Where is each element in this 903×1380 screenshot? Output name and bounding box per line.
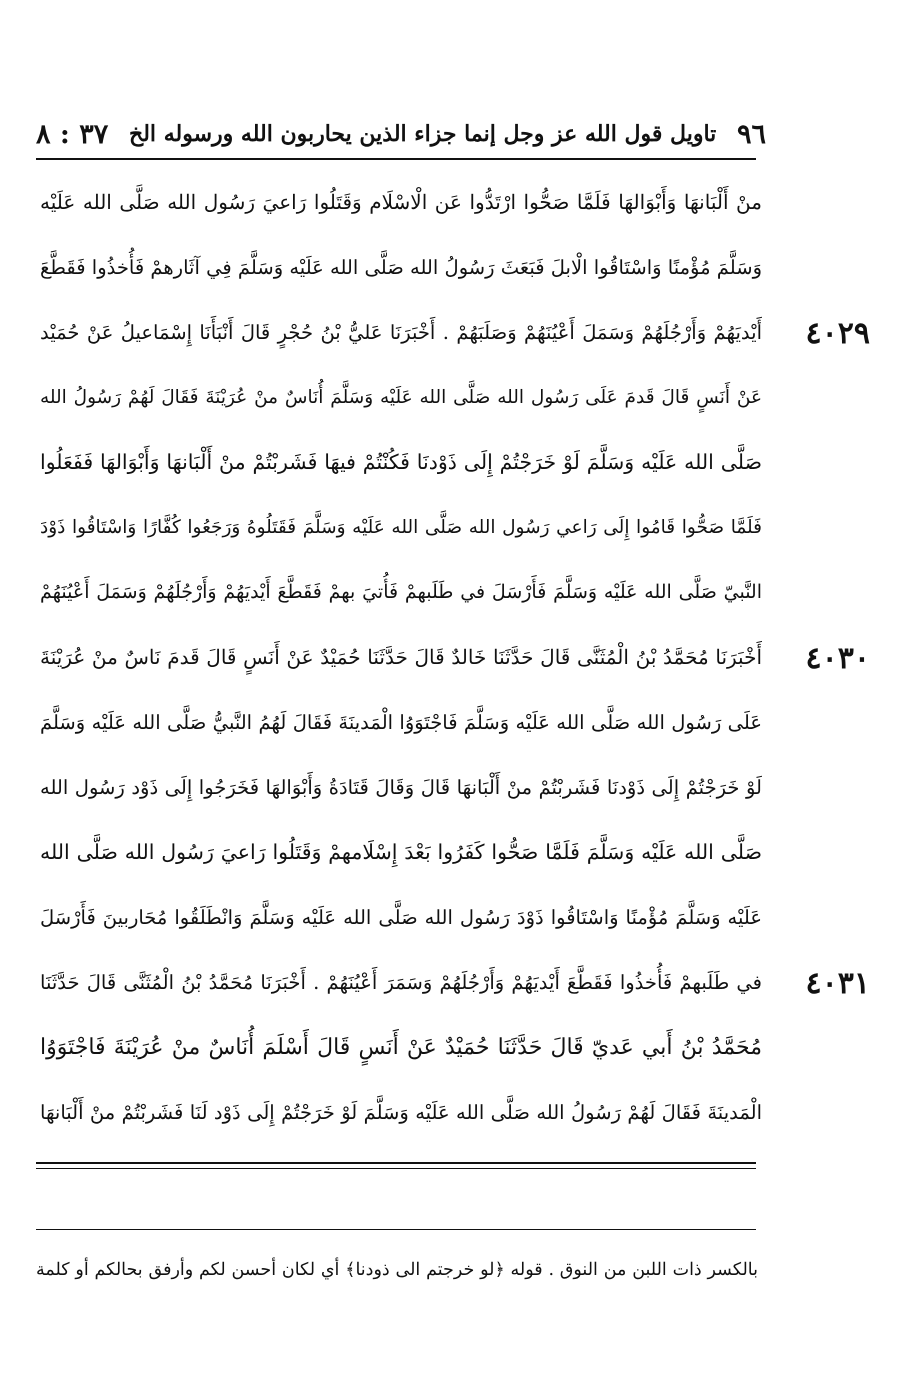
text-line: عَلَى رَسُول الله صَلَّى الله عَلَيْه وَسَلَّمَ فَاجْتَوَوُا الْمَدينَةَ فَقَالَ لَهُمُ النَّبيُّ صَلَّى الله عَلَيْه وَسَلَّمَ xyxy=(40,711,762,734)
text-line: وَسَلَّمَ مُؤْمنًا وَاسْتَاقُوا الْابلَ فَبَعَثَ رَسُولُ الله صَلَّى الله عَلَيْه وَسَلَّمَ فِي آثَارهمْ فَأُخذُوا فَقَطَّعَ xyxy=(40,256,762,279)
hadith-number: ٤٠٣١ xyxy=(805,966,870,1001)
text-line: الْمَدينَةَ فَقَالَ لَهُمْ رَسُولُ الله صَلَّى الله عَلَيْه وَسَلَّمَ لَوْ خَرَجْتُمْ إِلَى ذَوْد لَنَا فَشَربْتُمْ منْ أَلْبَانهَا xyxy=(40,1101,762,1124)
main-text xyxy=(40,170,762,1145)
hadith-number: ٤٠٣٠ xyxy=(805,641,870,676)
running-title: تاويل قول الله عز وجل إنما جزاء الذين يحاربون الله ورسوله الخ xyxy=(129,121,717,147)
text-line: لَوْ خَرَجْتُمْ إِلَى ذَوْدنَا فَشَربْتُمْ منْ أَلْبَانهَا قَالَ وَقَالَ قَتَادَةُ وَأَبْوَالهَا فَخَرَجُوا إِلَى ذَوْد رَسُول الله xyxy=(40,776,762,799)
running-header xyxy=(36,112,766,156)
text-line: عَلَيْه وَسَلَّمَ مُؤْمنًا وَاسْتَاقُوا ذَوْدَ رَسُول الله صَلَّى الله عَلَيْه وَسَلَّمَ وَانْطَلَقُوا مُحَاربينَ فَأَرْسَلَ xyxy=(40,906,762,929)
text-line: فَلَمَّا صَحُّوا قَامُوا إِلَى رَاعي رَسُول الله صَلَّى الله عَلَيْه وَسَلَّمَ فَقَتَلُوهُ وَرَجَعُوا كُفَّارًا وَاسْتَاقُوا ذَوْدَ xyxy=(40,517,762,538)
text-line: مُحَمَّدُ بْنُ أَبي عَديّ قَالَ حَدَّثَنَا حُمَيْدٌ عَنْ أَنَسٍ قَالَ أَسْلَمَ أُنَاسٌ منْ عُرَيْنَةَ فَاجْتَوَوُا xyxy=(40,1035,762,1060)
text-line: منْ أَلْبَانهَا وَأَبْوَالهَا فَلَمَّا صَحُّوا ارْتَدُّوا عَن الْاسْلَام وَقَتَلُوا رَاعيَ رَسُول الله صَلَّى الله عَلَيْه xyxy=(40,190,762,214)
footnote: بالكسر ذات اللبن من النوق . قوله ﴿لو خرجتم الى ذودنا﴾ أي لكان أحسن لكم وأرفق بحالكم أو كلمة xyxy=(36,1260,758,1280)
text-line: صَلَّى الله عَلَيْه وَسَلَّمَ لَوْ خَرَجْتُمْ إِلَى ذَوْدنَا فَكُنْتُمْ فيهَا فَشَربْتُمْ منْ أَلْبَانهَا وَأَبْوَالهَا فَفَعَلُوا xyxy=(40,450,762,474)
text-line: عَنْ أَنَسٍ قَالَ قَدمَ عَلَى رَسُول الله صَلَّى الله عَلَيْه وَسَلَّمَ أُنَاسٌ منْ عُرَيْنَةَ فَقَالَ لَهُمْ رَسُولُ الله xyxy=(40,387,762,408)
page-number: ٩٦ xyxy=(736,118,766,150)
text-line: أَخْبَرَنَا مُحَمَّدُ بْنُ الْمُثَنَّى قَالَ حَدَّثَنَا خَالدٌ قَالَ حَدَّثَنَا حُمَيْدٌ عَنْ أَنَسٍ قَالَ قَدمَ نَاسٌ منْ عُرَيْنَةَ xyxy=(40,645,762,669)
text-line: النَّبيّ صَلَّى الله عَلَيْه وَسَلَّمَ فَأَرْسَلَ في طَلَبهمْ فَأُتيَ بهمْ فَقَطَّعَ أَيْديَهُمْ وَأَرْجُلَهُمْ وَسَمَلَ أَعْيُنَهُمْ xyxy=(40,581,762,603)
chapter-reference: ٣٧ : ٨ xyxy=(36,118,109,150)
text-line: في طَلَبهمْ فَأُخذُوا فَقَطَّعَ أَيْديَهُمْ وَأَرْجُلَهُمْ وَسَمَرَ أَعْيُنَهُمْ . أَخْبَرَنَا مُحَمَّدُ بْنُ الْمُثَنَّى قَالَ حَدَّثَنَا xyxy=(40,971,762,994)
text-line: صَلَّى الله عَلَيْه وَسَلَّمَ فَلَمَّا صَحُّوا كَفَرُوا بَعْدَ إِسْلَامهمْ وَقَتَلُوا رَاعيَ رَسُول الله صَلَّى الله xyxy=(40,840,762,864)
header-rule xyxy=(36,158,756,160)
text-line: أَيْديَهُمْ وَأَرْجُلَهُمْ وَسَمَلَ أَعْيُنَهُمْ وَصَلَبَهُمْ . أَخْبَرَنَا عَليُّ بْنُ حُجْرٍ قَالَ أَنْبَأَنَا إِسْمَاعيلُ عَنْ حُمَيْد xyxy=(40,321,762,344)
footnote-rule xyxy=(36,1229,756,1230)
text-end-rule xyxy=(36,1162,756,1169)
hadith-number: ٤٠٢٩ xyxy=(805,316,870,351)
